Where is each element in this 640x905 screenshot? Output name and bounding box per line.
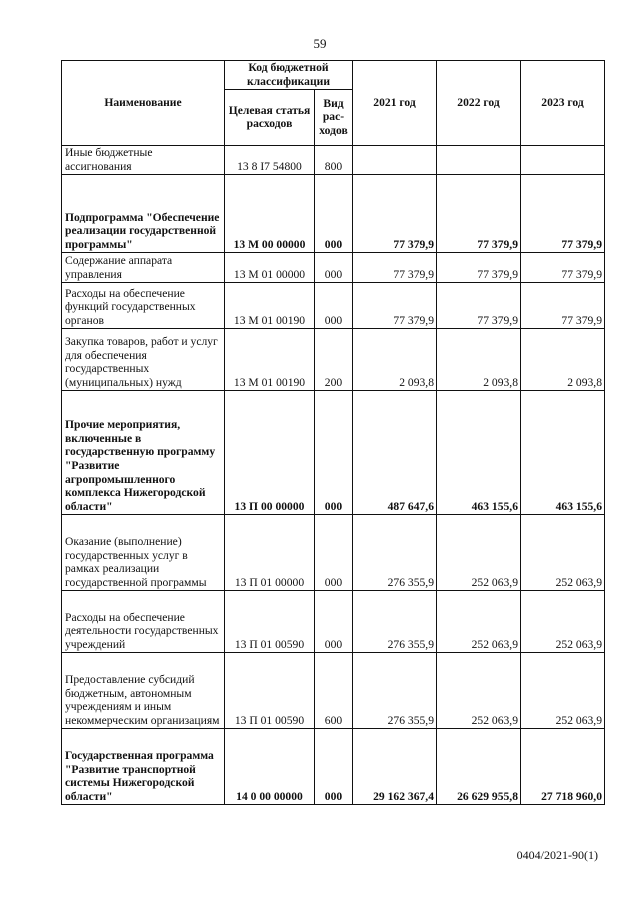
row-2022: 252 063,9 [437, 515, 521, 591]
table-row [62, 283, 605, 329]
row-2022: 77 379,9 [437, 175, 521, 253]
row-2021: 77 379,9 [353, 253, 437, 283]
row-type: 000 [315, 729, 353, 805]
row-type: 000 [315, 253, 353, 283]
header-budget-code: Код бюджетной классификации [225, 61, 353, 90]
row-2023: 27 718 960,0 [521, 729, 605, 805]
row-name: Закупка товаров, работ и услуг для обеспечения государственных (муниципальных) нужд [62, 329, 225, 391]
row-type: 600 [315, 653, 353, 729]
row-name: Содержание аппарата управления [62, 253, 225, 283]
row-2021: 276 355,9 [353, 515, 437, 591]
row-2022: 26 629 955,8 [437, 729, 521, 805]
table-row [62, 175, 605, 253]
table-row [62, 653, 605, 729]
row-name: Подпрограмма "Обеспечение реализации государственной программы" [62, 175, 225, 253]
row-2022: 2 093,8 [437, 329, 521, 391]
row-code: 13 М 01 00000 [225, 253, 315, 283]
row-code: 13 М 00 00000 [225, 175, 315, 253]
row-type: 000 [315, 591, 353, 653]
row-2021: 77 379,9 [353, 175, 437, 253]
document-number: 0404/2021-90(1) [516, 848, 598, 862]
row-2022 [437, 146, 521, 175]
row-code: 14 0 00 00000 [225, 729, 315, 805]
table-row [62, 591, 605, 653]
budget-table [61, 60, 605, 805]
row-2023: 252 063,9 [521, 653, 605, 729]
row-name: Предоставление субсидий бюджетным, автономным учреждениям и иным некоммерческим организациям [62, 653, 225, 729]
row-2023: 252 063,9 [521, 591, 605, 653]
row-name: Расходы на обеспечение деятельности государственных учреждений [62, 591, 225, 653]
row-name: Прочие мероприятия, включенные в государственную программу "Развитие агропромышленного комплекса Нижегородской области" [62, 391, 225, 515]
row-2023: 77 379,9 [521, 253, 605, 283]
header-expense-type: Вид рас-ходов [315, 90, 353, 146]
header-2022: 2022 год [437, 61, 521, 146]
row-type: 200 [315, 329, 353, 391]
row-2021 [353, 146, 437, 175]
row-code: 13 П 00 00000 [225, 391, 315, 515]
row-2022: 77 379,9 [437, 283, 521, 329]
row-2021: 2 093,8 [353, 329, 437, 391]
header-target-article: Целевая статья расходов [225, 90, 315, 146]
row-type: 000 [315, 283, 353, 329]
row-type: 800 [315, 146, 353, 175]
row-type: 000 [315, 515, 353, 591]
row-name: Расходы на обеспечение функций государственных органов [62, 283, 225, 329]
row-2023: 77 379,9 [521, 283, 605, 329]
table-row [62, 515, 605, 591]
row-code: 13 8 I7 54800 [225, 146, 315, 175]
table-row [62, 729, 605, 805]
header-2023: 2023 год [521, 61, 605, 146]
row-type: 000 [315, 391, 353, 515]
row-name: Оказание (выполнение) государственных услуг в рамках реализации государственной программы [62, 515, 225, 591]
row-code: 13 П 01 00000 [225, 515, 315, 591]
row-name: Государственная программа "Развитие транспортной системы Нижегородской области" [62, 729, 225, 805]
table-row [62, 146, 605, 175]
page-number: 59 [313, 36, 327, 51]
row-code: 13 П 01 00590 [225, 591, 315, 653]
row-2022: 463 155,6 [437, 391, 521, 515]
table-row [62, 391, 605, 515]
row-2022: 77 379,9 [437, 253, 521, 283]
row-2023: 2 093,8 [521, 329, 605, 391]
row-2022: 252 063,9 [437, 653, 521, 729]
table-row [62, 253, 605, 283]
row-2023: 252 063,9 [521, 515, 605, 591]
row-2023: 463 155,6 [521, 391, 605, 515]
row-code: 13 М 01 00190 [225, 283, 315, 329]
row-type: 000 [315, 175, 353, 253]
row-code: 13 П 01 00590 [225, 653, 315, 729]
table-row [62, 329, 605, 391]
row-2021: 276 355,9 [353, 591, 437, 653]
row-2021: 487 647,6 [353, 391, 437, 515]
row-2021: 77 379,9 [353, 283, 437, 329]
row-2021: 276 355,9 [353, 653, 437, 729]
row-name: Иные бюджетные ассигнования [62, 146, 225, 175]
header-2021: 2021 год [353, 61, 437, 146]
row-2023: 77 379,9 [521, 175, 605, 253]
row-code: 13 М 01 00190 [225, 329, 315, 391]
header-name: Наименование [62, 61, 225, 146]
row-2021: 29 162 367,4 [353, 729, 437, 805]
row-2022: 252 063,9 [437, 591, 521, 653]
row-2023 [521, 146, 605, 175]
